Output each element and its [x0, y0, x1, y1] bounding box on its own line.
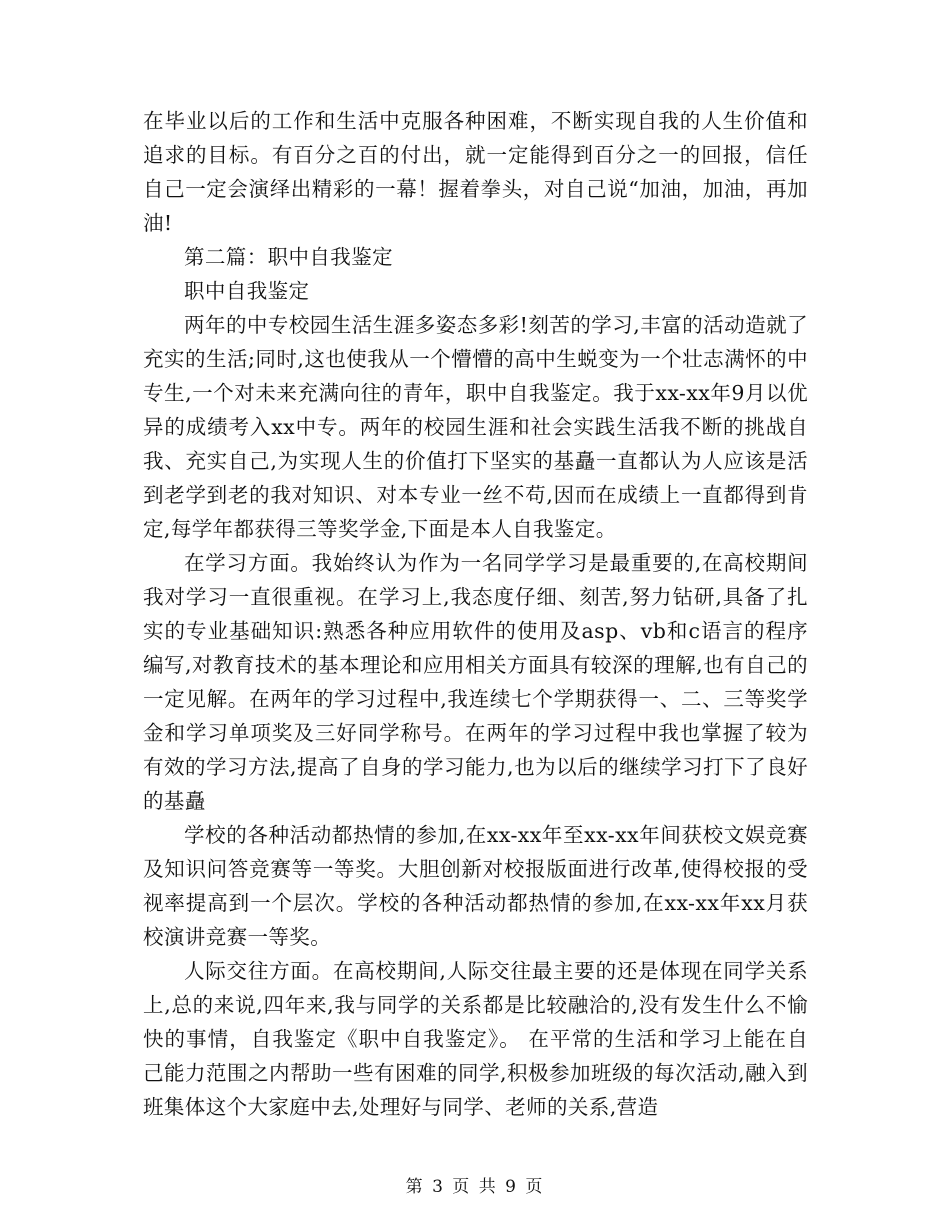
paragraph-intro: 两年的中专校园生活生涯多姿态多彩!刻苦的学习,丰富的活动造就了充实的生活;同时,这也使我从一个懵懵的高中生蜕变为一个壮志满怀的中专生,一个对未来充满向往的青年，职中自我鉴定。我于xx-xx年9月以优异的成绩考入xx中专。两年的校园生涯和社会实践生活我不断的挑战自我、充实自己,为实现人生的价值打下坚实的基矗一直都认为人应该是活到老学到老的我对知识、对本专业一丝不苟,因而在成绩上一直都得到肯定,每学年都获得三等奖学金,下面是本人自我鉴定。 — [143, 313, 808, 541]
document-body — [143, 104, 808, 1124]
paragraph-study: 在学习方面。我始终认为作为一名同学学习是最重要的,在高校期间我对学习一直很重视。在学习上,我态度仔细、刻苦,努力钻研,具备了扎实的专业基础知识:熟悉各种应用软件的使用及asp、vb和c语言的程序编写,对教育技术的基本理论和应用相关方面具有较深的理解,也有自己的一定见解。在两年的学习过程中,我连续七个学期获得一、二、三等奖学金和学习单项奖及三好同学称号。在两年的学习过程中我也掌握了较为有效的学习方法,提高了自身的学习能力,也为以后的继续学习打下了良好的基矗 — [143, 551, 808, 813]
paragraph-social: 人际交往方面。在高校期间,人际交往最主要的还是体现在同学关系上,总的来说,四年来,我与同学的关系都是比较融洽的,没有发生什么不愉快的事情，自我鉴定《职中自我鉴定》。 在平常的生活和学习上能在自己能力范围之内帮助一些有困难的同学,积极参加班级的每次活动,融入到班集体这个大家庭中去,处理好与同学、老师的关系,营造 — [143, 959, 808, 1119]
section-title: 职中自我鉴定 — [184, 279, 310, 303]
paragraph-activities: 学校的各种活动都热情的参加,在xx-xx年至xx-xx年间获校文娱竞赛及知识问答竞赛等一等奖。大胆创新对校报版面进行改革,使得校报的受视率提高到一个层次。学校的各种活动都热情的参加,在xx-xx年xx月获校演讲竞赛一等奖。 — [143, 823, 808, 949]
section-heading: 第二篇：职中自我鉴定 — [184, 245, 393, 269]
page-number-footer: 第 3 页 共 9 页 — [405, 1177, 545, 1197]
paragraph-continuation: 在毕业以后的工作和生活中克服各种困难，不断实现自我的人生价值和追求的目标。有百分之百的付出，就一定能得到百分之一的回报，信任自己一定会演绎出精彩的一幕！握着拳头，对自己说“加油，加油，再加油! — [143, 109, 808, 235]
